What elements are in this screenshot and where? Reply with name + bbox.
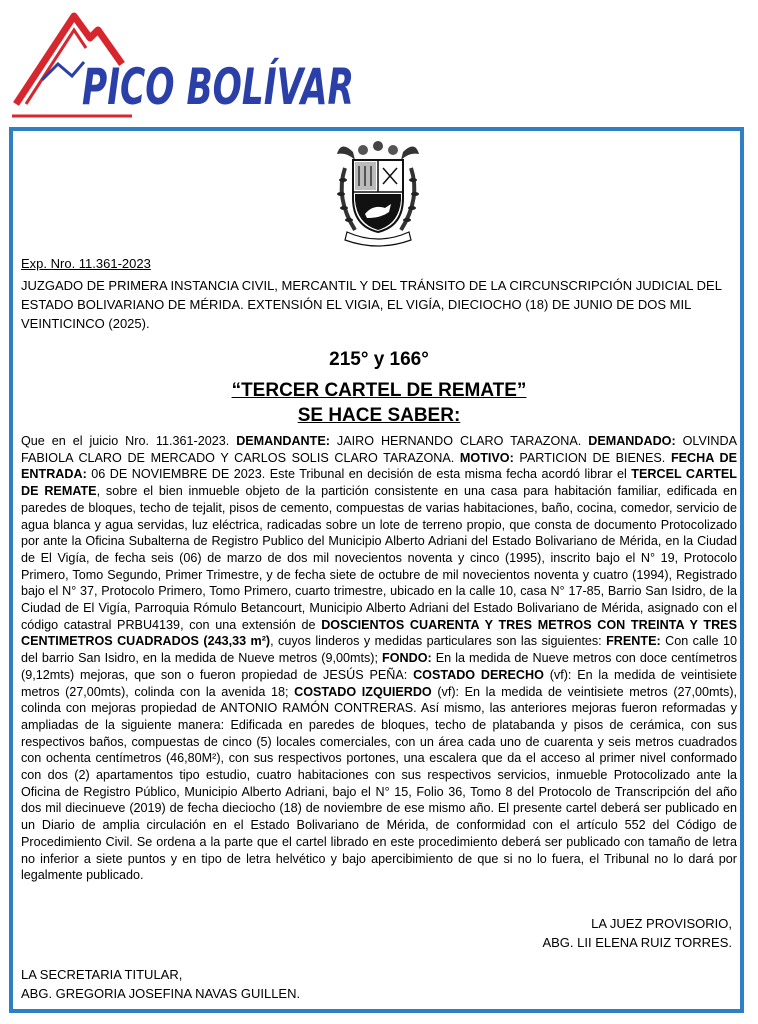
body-bold: COSTADO DERECHO — [413, 667, 544, 682]
secretary-title: LA SECRETARIA TITULAR, — [21, 967, 183, 982]
body-bold: DEMANDANTE: — [236, 434, 330, 448]
pico-bolivar-logo — [12, 4, 478, 120]
body-text: JAIRO HERNANDO CLARO TARAZONA. — [329, 434, 589, 448]
body-text: , sobre el bien inmueble objeto de la partición consistente en una casa para habitación familiar, edificada en paredes de bloques, techo de tejalit, pisos de cemento, compuestas de varias habitaciones, baño, cocina, comedor, servicio de agua blanca y agua servidas, luz eléctrica, radicadas sobre un lote de terreno propio, que consta de documento Protocolizado por ante la Oficina Subalterna de Registro Publico del Municipio Alberto Adriani del Estado Bolivariano de Mérida, en la Ciudad de El Vigía, de fecha seis (06) de marzo de dos mil novecientos noventa y cinco (1995), inscrito bajo el N° 19, Protocolo Primero, Tomo Segundo, Primer Trimestre, y de fecha siete de octubre de mil novecientos noventa y cuatro (1994), Registrado bajo el N° 37, Protocolo Primero, Tomo Primero, cuarto trimestre, ubicado en la calle 10, casa N° 17-85, Barrio San Isidro, de la Ciudad de El Vigía, Parroquia Rómulo Betancourt, Municipio Alberto Adriani del Estado Bolivariano de Mérida, asignado con el código catastral PRBU4139, con una extensión de — [21, 484, 738, 632]
body-text: , cuyos linderos y medidas particulares son las siguientes: — [270, 634, 607, 649]
cartel-body — [21, 433, 737, 884]
body-bold: MOTIVO: — [459, 450, 514, 465]
body-bold: DEMANDADO: — [588, 434, 676, 448]
secretary-name: ABG. GREGORIA JOSEFINA NAVAS GUILLEN. — [21, 986, 301, 1001]
expediente-number: Exp. Nro. 11.361-2023 — [21, 256, 151, 271]
court-header: JUZGADO DE PRIMERA INSTANCIA CIVIL, MERCANTIL Y DEL TRÁNSITO DE LA CIRCUNSCRIPCIÓN JUDICIAL DEL ESTADO BOLIVARIANO DE MÉRIDA. EXTENSIÓN EL VIGIA, EL VIGÍA, DIECIOCHO (18) DE JUNIO DE DOS MIL VEINTICINCO (2025). — [21, 278, 722, 331]
body-bold: TERCEL CARTEL DE REMATE — [21, 467, 737, 499]
body-text: Con calle 10 del barrio San Isidro, en la medida de Nueve metros (9,00mts); — [21, 634, 737, 666]
body-bold: COSTADO IZQUIERDO — [294, 684, 432, 699]
se-hace-saber-heading: SE HACE SABER: — [297, 405, 461, 426]
patria-years: 215° y 166° — [329, 349, 429, 370]
body-text: Que en el juicio Nro. 11.361-2023. — [21, 434, 237, 448]
judge-signature — [542, 914, 732, 952]
secretary-signature — [21, 965, 300, 1003]
judge-title: LA JUEZ PROVISORIO, — [591, 916, 732, 931]
body-bold: DOSCIENTOS CUARENTA Y TRES METROS CON TREINTA Y TRES CENTIMETROS CUADRADOS (243,33 m²) — [21, 617, 737, 649]
cartel-title: “TERCER CARTEL DE REMATE” — [231, 380, 527, 401]
body-text: 06 DE NOVIEMBRE DE 2023. Este Tribunal en decisión de esta misma fecha acordó librar el — [86, 467, 632, 482]
body-bold: FONDO: — [382, 651, 432, 666]
body-bold: FECHA DE ENTRADA: — [21, 450, 737, 482]
body-text: PARTICION DE BIENES. — [513, 450, 671, 465]
logo-text: PICO BOLÍVAR — [82, 58, 478, 116]
body-text: OLVINDA FABIOLA CLARO DE MERCADO Y CARLOS SOLIS CLARO TARAZONA. — [21, 434, 737, 465]
body-text: En la medida de Nueve metros con doce centímetros (9,12mts) mejoras, que son o fueron propiedad de JESÚS PEÑA: — [21, 651, 737, 682]
body-bold: FRENTE: — [606, 634, 661, 649]
body-text: (vf): En la medida de veintisiete metros (27,00mts), colinda con mejoras propiedad de ANTONIO RAMÓN CONTRERAS. Así mismo, las anteriores mejoras fueron reformadas y ampliadas de la siguiente manera: Edificada en paredes de bloques, techo de platabanda y pisos de cerámica, con sus respectivos baños, compuestas de cinco (5) locales comerciales, con un área cada uno de cuarenta y seis metros cuadrados con ochenta centímetros (46,80M²), con sus respectivos portones, una escalera que da el acceso al primer nivel conformado con dos (2) apartamentos tipo estudio, cuatro habitaciones con sus respectivos servicios, inmueble Protocolizado ante la Oficina de Registro Público, Municipio Alberto Adriani, bajo el N° 15, Folio 36, Tomo 8 del Protocolo de Transcripción del año dos mil diecinueve (2019) de fecha dieciocho (18) de noviembre de ese mismo año. El presente cartel deberá ser publicado en un Diario de amplia circulación en el Estado Bolivariano de Mérida, de conformidad con el artículo 552 del Código de Procedimiento Civil. Se ordena a la parte que el cartel librado en este procedimiento deberá ser publicado con tamaño de letra no inferior a siete puntos y en tipo de letra helvético y bajo apercibimiento de que si no lo fuera, el Tribunal no lo dará por legalmente publicado. — [21, 684, 738, 883]
venezuela-coat-of-arms-icon — [333, 138, 423, 250]
body-text: (vf): En la medida de veintisiete metros (27,00mts), colinda con la avenida 18; — [21, 667, 737, 699]
judge-name: ABG. LII ELENA RUIZ TORRES. — [542, 935, 732, 950]
